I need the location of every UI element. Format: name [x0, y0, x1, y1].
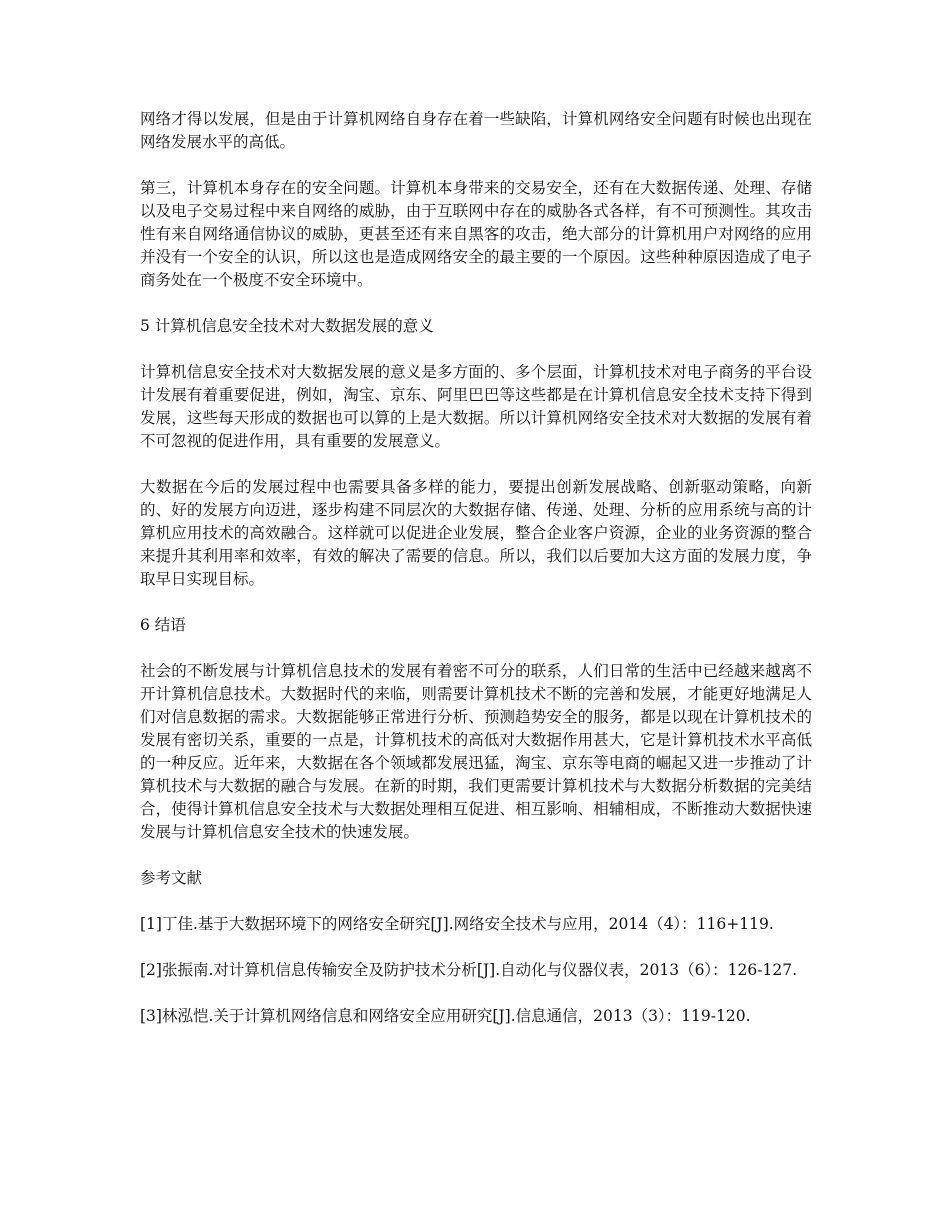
conclusion-paragraph: 社会的不断发展与计算机信息技术的发展有着密不可分的联系，人们日常的生活中已经越来越离不开计算机信息技术。大数据时代的来临，则需要计算机技术不断的完善和发展，才能更好地满足人们对信息数据的需求。大数据能够正常进行分析、预测趋势安全的服务，都是以现在计算机技术的发展有密切关系，重要的一点是，计算机技术的高低对大数据作用甚大，它是计算机技术水平高低的一种反应。近年来，大数据在各个领域都发展迅猛，淘宝、京东等电商的崛起又进一步推动了计算机技术与大数据的融合与发展。在新的时期，我们更需要计算机技术与大数据分析数据的完美结合，使得计算机信息安全技术与大数据处理相互促进、相互影响、相辅相成，不断推动大数据快速发展与计算机信息安全技术的快速发展。 — [140, 662, 812, 841]
section-heading-6: 6 结语 — [140, 616, 186, 634]
body-paragraph: 大数据在今后的发展过程中也需要具备多样的能力，要提出创新发展战略、创新驱动策略，向新的、好的发展方向迈进，逐步构建不同层次的大数据存储、传递、处理、分析的应用系统与高的计算机应用技术的高效融合。这样就可以促进企业发展，整合企业客户资源，企业的业务资源的整合来提升其利用率和效率，有效的解决了需要的信息。所以，我们以后要加大这方面的发展力度，争取早日实现目标。 — [140, 478, 812, 588]
section-heading-5: 5 计算机信息安全技术对大数据发展的意义 — [140, 317, 434, 335]
body-paragraph: 第三，计算机本身存在的安全问题。计算机本身带来的交易安全，还有在大数据传递、处理、存储以及电子交易过程中来自网络的威胁，由于互联网中存在的威胁各式各样，有不可预测性。其攻击性有来自网络通信协议的威胁，更甚至还有来自黑客的攻击，绝大部分的计算机用户对网络的应用并没有一个安全的认识，所以这也是造成网络安全的最主要的一个原因。这些种种原因造成了电子商务处在一个极度不安全环境中。 — [140, 179, 812, 289]
reference-item: [3]林泓恺.关于计算机网络信息和网络安全应用研究[J].信息通信，2013（3）：119-120. — [140, 1007, 751, 1025]
references-heading: 参考文献 — [140, 869, 203, 887]
document-page — [140, 108, 812, 1051]
body-paragraph: 计算机信息安全技术对大数据发展的意义是多方面的、多个层面，计算机技术对电子商务的平台设计发展有着重要促进，例如，淘宝、京东、阿里巴巴等这些都是在计算机信息安全技术支持下得到发展，这些每天形成的数据也可以算的上是大数据。所以计算机网络安全技术对大数据的发展有着不可忽视的促进作用，具有重要的发展意义。 — [140, 363, 812, 450]
reference-item: [1]丁佳.基于大数据环境下的网络安全研究[J].网络安全技术与应用，2014（4）：116+119. — [140, 915, 774, 933]
reference-item: [2]张振南.对计算机信息传输安全及防护技术分析[J].自动化与仪器仪表，2013（6）：126-127. — [140, 961, 798, 979]
body-paragraph: 网络才得以发展，但是由于计算机网络自身存在着一些缺陷，计算机网络安全问题有时候也出现在网络发展水平的高低。 — [140, 110, 812, 151]
